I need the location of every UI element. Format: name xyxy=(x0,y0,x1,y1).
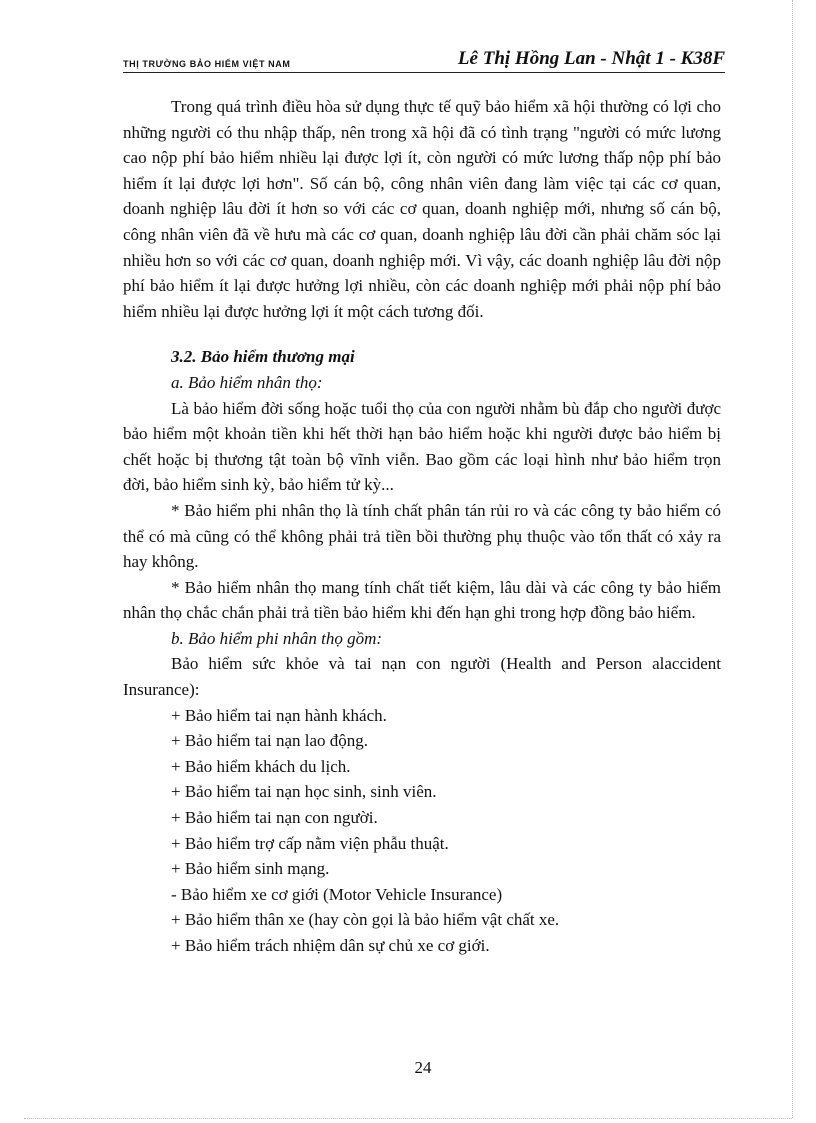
list-item: - Bảo hiểm xe cơ giới (Motor Vehicle Insurance) xyxy=(171,884,503,904)
subsection-b-heading: b. Bảo hiểm phi nhân thọ gồm: xyxy=(171,628,383,648)
list-item: + Bảo hiểm sinh mạng. xyxy=(171,859,330,879)
list-item: + Bảo hiểm trách nhiệm dân sự chủ xe cơ giới. xyxy=(171,936,490,955)
page-header xyxy=(123,44,725,73)
paragraph-b1: Bảo hiểm sức khỏe và tai nạn con người (Health and Person alaccident Insurance): xyxy=(123,654,721,700)
list-item: + Bảo hiểm thân xe (hay còn gọi là bảo hiểm vật chất xe. xyxy=(171,910,560,930)
section-heading: 3.2. Bảo hiểm thương mại xyxy=(171,347,355,367)
list-item: + Bảo hiểm trợ cấp nằm viện phẫu thuật. xyxy=(171,833,449,853)
list-item: + Bảo hiểm tai nạn học sinh, sinh viên. xyxy=(171,782,437,802)
list-item: + Bảo hiểm tai nạn lao động. xyxy=(171,731,369,751)
page-number: 24 xyxy=(414,1058,432,1077)
list-item: + Bảo hiểm tai nạn con người. xyxy=(171,808,378,828)
page-content xyxy=(123,94,721,959)
paragraph-a2: * Bảo hiểm phi nhân thọ là tính chất phân tán rủi ro và các công ty bảo hiểm có thể có mà cũng có thể không phải trả tiền bồi thường phụ thuộc vào tổn thất có xảy ra hay không. xyxy=(123,500,721,572)
intro-paragraph: Trong quá trình điều hòa sử dụng thực tế quỹ bảo hiểm xã hội thường có lợi cho những người có thu nhập thấp, nên trong xã hội đã có tình trạng "người có mức lương cao nộp phí bảo hiểm nhiều lại được lợi ít, còn người có mức lương thấp nộp phí bảo hiểm ít lại được lợi hơn". Số cán bộ, công nhân viên đang làm việc tại các cơ quan, doanh nghiệp lâu đời ít hơn so với các cơ quan, doanh nghiệp mới, nhưng số cán bộ, công nhân viên đã về hưu mà các cơ quan, doanh nghiệp lâu đời cần phải chăm sóc lại nhiều hơn so với các cơ quan, doanh nghiệp mới. Vì vậy, các doanh nghiệp lâu đời nộp phí bảo hiểm ít lại được hưởng lợi nhiều, còn các doanh nghiệp mới phải nộp phí bảo hiểm nhiều lại được hưởng lợi ít một cách tương đối. xyxy=(123,97,721,321)
subsection-a-heading: a. Bảo hiểm nhân thọ: xyxy=(171,372,323,392)
header-document-title: THỊ TRƯỜNG BẢO HIỂM VIỆT NAM xyxy=(123,59,291,69)
page-bottom-border xyxy=(24,1118,792,1119)
list-item: + Bảo hiểm khách du lịch. xyxy=(171,756,351,776)
page-side-border xyxy=(792,0,793,1118)
list-item: + Bảo hiểm tai nạn hành khách. xyxy=(171,705,387,725)
header-author: Lê Thị Hồng Lan - Nhật 1 - K38F xyxy=(457,48,725,69)
paragraph-a3: * Bảo hiểm nhân thọ mang tính chất tiết kiệm, lâu dài và các công ty bảo hiểm nhân thọ chắc chắn phải trả tiền bảo hiểm khi đến hạn ghi trong hợp đồng bảo hiểm. xyxy=(123,577,721,623)
paragraph-a1: Là bảo hiểm đời sống hoặc tuổi thọ của con người nhằm bù đắp cho người được bảo hiểm một khoản tiền khi hết thời hạn bảo hiểm hoặc khi người được bảo hiểm bị chết hoặc bị thương tật toàn bộ vĩnh viễn. Bao gồm các loại hình như bảo hiểm trọn đời, bảo hiểm sinh kỳ, bảo hiểm tử kỳ... xyxy=(123,398,721,495)
insurance-list xyxy=(123,703,721,959)
